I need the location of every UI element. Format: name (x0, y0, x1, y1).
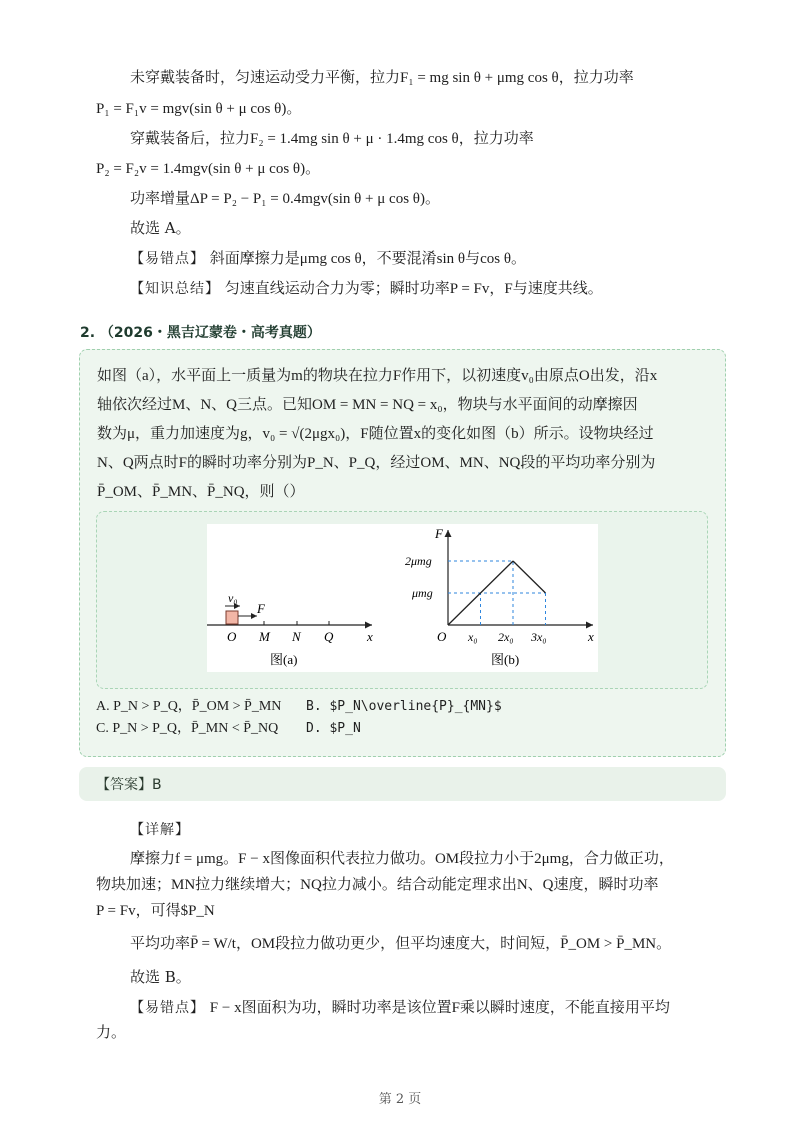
summary-tag: 【知识总结】 (130, 281, 220, 297)
option-a: A. P_N > P_Q，P̄_OM > P̄_MN (96, 699, 282, 714)
detail-line-2: 物块加速；MN拉力继续增大；NQ拉力减小。结合动能定理求出N、Q速度，瞬时功率 (96, 877, 659, 893)
prev-line-5: 功率增量ΔP = P₂ − P₁ = 0.4mgv(sin θ + μ cos θ)。 (130, 191, 440, 207)
question-line-2: 轴依次经过M、N、Q三点。已知OM = MN = NQ = x₀，物块与水平面间的动摩擦因 (97, 397, 638, 413)
question-line-3: 数为μ，重力加速度为g，v₀ = √(2μgx₀)，F随位置x的变化如图（b）所示。设物块经过 (97, 426, 654, 442)
prev-error-point (130, 246, 526, 271)
answer-text: 【答案】B (96, 777, 162, 793)
prev-line-3: 穿戴装备后，拉力F₂ = 1.4mg sin θ + μ · 1.4mg cos θ，拉力功率 (130, 131, 534, 147)
question-line-5: P̄_OM、P̄_MN、P̄_NQ，则（） (97, 484, 305, 500)
detail-title: 【详解】 (130, 822, 190, 838)
fig-b-x2: 2x₀ (498, 630, 514, 644)
detail-error-text: F − x图面积为功，瞬时功率是该位置F乘以瞬时速度，不能直接用平均 (209, 1000, 670, 1016)
fig-b-x0: x₀ (468, 630, 478, 644)
error-point-tag: 【易错点】 (130, 251, 205, 267)
prev-line-4: P₂ = F₂v = 1.4mgv(sin θ + μ cos θ)。 (96, 161, 321, 177)
chart-guides (448, 561, 546, 625)
fig-b-F: F (435, 526, 443, 541)
detail-line-1: 摩擦力f = μmg。F − x图像面积代表拉力做功。OM段拉力小于2μmg，合力做正功， (130, 851, 674, 867)
figure-b (405, 526, 594, 667)
option-d: D. $P_N (306, 721, 361, 736)
fig-a-v0: v₀ (228, 591, 238, 605)
fig-b-caption: 图(b) (491, 652, 520, 667)
figure-a (207, 591, 373, 667)
prev-line-1: 未穿戴装备时，匀速运动受力平衡，拉力F₁ = mg sin θ + μmg cos θ，拉力功率 (130, 70, 634, 86)
fig-a-M: M (259, 629, 270, 644)
question-line-4: N、Q两点时F的瞬时功率分别为P_N、P_Q，经过OM、MN、NQ段的平均功率分别为 (97, 455, 656, 471)
series-segment-1 (513, 561, 546, 593)
error-point-text: 斜面摩擦力是μmg cos θ，不要混淆sin θ与cos θ。 (209, 251, 527, 267)
detail-line-4: 平均功率P̄ = W/t，OM段拉力做功更少，但平均速度大，时间短，P̄_OM > P̄_MN。 (130, 936, 672, 952)
fig-a-N: N (292, 629, 301, 644)
option-c: C. P_N > P_Q，P̄_MN < P̄_NQ (96, 721, 279, 736)
question-header: 2. （2026・黑吉辽蒙卷・高考真题） (80, 325, 321, 341)
fig-a-caption: 图(a) (270, 652, 298, 667)
prev-summary (130, 276, 603, 301)
block-shape (226, 611, 238, 624)
summary-text: 匀速直线运动合力为零；瞬时功率P = Fv，F与速度共线。 (224, 281, 603, 297)
detail-error-line-2: 力。 (96, 1025, 127, 1041)
fig-b-O: O (437, 629, 447, 644)
fig-b-y-high: 2μmg (405, 554, 432, 568)
fig-a-O: O (227, 629, 237, 644)
prev-line-6: 故选 A。 (130, 219, 191, 237)
fig-b-y-low: μmg (412, 586, 433, 600)
detail-line-5: 故选 B。 (130, 968, 191, 986)
fig-b-x: x (588, 629, 594, 644)
fig-b-x3: 3x₀ (531, 630, 547, 644)
fig-a-Q: Q (324, 629, 334, 644)
figure-panel (207, 524, 598, 672)
detail-line-3: P = Fv，可得$P_N (96, 903, 215, 919)
detail-error-tag: 【易错点】 (130, 1000, 205, 1016)
detail-error-point (130, 995, 670, 1020)
fig-a-F: F (257, 601, 265, 616)
page-number: 第 2 页 (378, 1092, 422, 1107)
option-b: B. $P_N\overline{P}_{MN}$ (306, 699, 502, 714)
fig-a-x: x (367, 629, 373, 644)
figure-svg (207, 524, 598, 672)
question-line-1: 如图（a），水平面上一质量为m的物块在拉力F作用下，以初速度v₀由原点O出发，沿x (97, 368, 658, 384)
prev-line-2: P₁ = F₁v = mgv(sin θ + μ cos θ)。 (96, 101, 302, 117)
answer-bar (79, 767, 726, 801)
